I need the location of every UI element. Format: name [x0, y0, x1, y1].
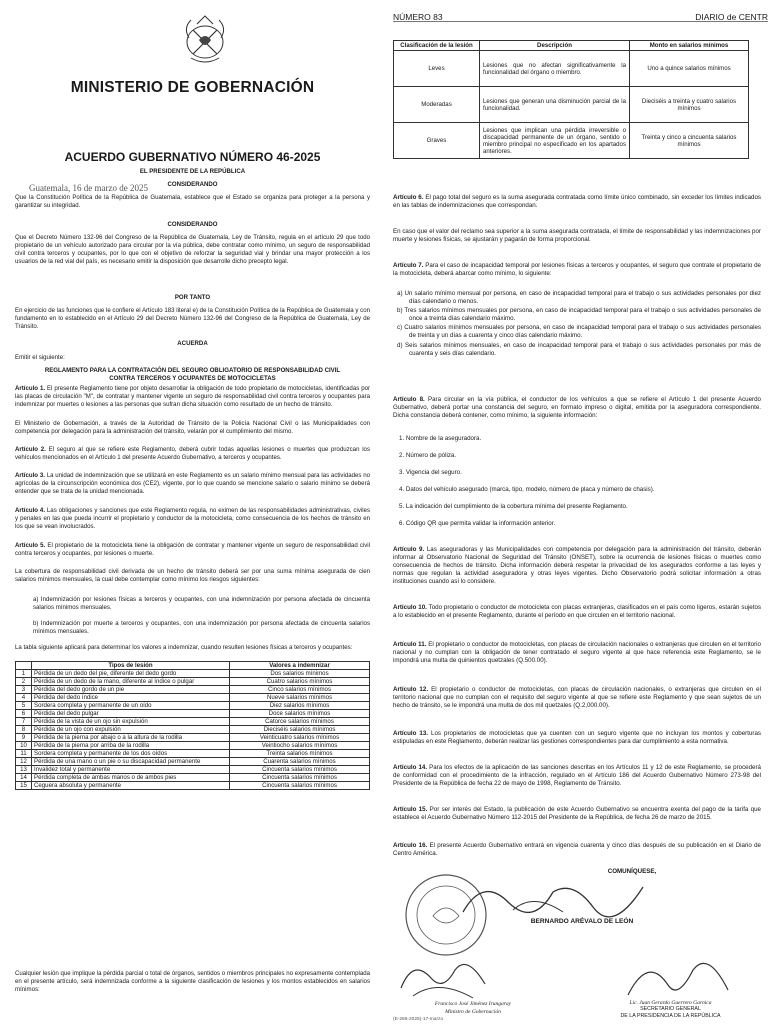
reglamento-title: REGLAMENTO PARA LA CONTRATACIÓN DEL SEGURO OBLIGATORIO DE RESPONSABILIDAD CIVIL CONTRA TERCEROS Y OCUPANTES DE MOTOCICLETAS — [44, 367, 341, 382]
row-number: 11 — [16, 750, 32, 758]
row-number: 7 — [16, 718, 32, 726]
indemnity-value: Doce salarios mínimos — [230, 710, 370, 718]
injury-type: Pérdida del dedo gordo de un pie — [32, 686, 230, 694]
list-item: d) Seis salarios mínimos mensuales, en caso de incapacidad temporal para el trabajo o sus actividades personales por más de cuarenta y seis días calendario. — [397, 341, 761, 357]
minister-title: Ministro de Gobernación — [445, 1009, 501, 1016]
table-row — [16, 726, 370, 734]
minister-signature-icon — [393, 948, 493, 1008]
indemnity-value: Veintiocho salarios mínimos — [230, 742, 370, 750]
injury-type: Pérdida del dedo índice — [32, 694, 230, 702]
article-15: Artículo 15. Por ser interés del Estado, la publicación de este Acuerdo Gubernativo se encuentra exenta del pago de la tarifa que establece el Acuerdo Gubernativo Número 112-2015 del Presidente de la República, de fecha 26 de marzo de 2015. — [393, 806, 761, 822]
amount: Uno a quince salarios mínimos — [630, 51, 749, 87]
list-item: 4. Datos del vehículo asegurado (marca, tipo, modelo, número de placa y número de chasis). — [399, 486, 655, 494]
list-item: 3. Vigencia del seguro. — [399, 469, 462, 477]
row-number: 3 — [16, 686, 32, 694]
secretary-name: Lic. Juan Gerardo Guerrero Garnica — [629, 1000, 712, 1006]
coat-of-arms-icon — [175, 10, 235, 70]
row-number: 8 — [16, 726, 32, 734]
portanto-text: En ejercicio de las funciones que le confiere el Artículo 183 literal e) de la Constitución Política de la República de Guatemala y con fundamento en lo establecido en el Artículo 29 del Decreto Número 132-96 del Congreso de la República de Guatemala, Ley de Tránsito. — [15, 307, 370, 330]
article-11: Artículo 11. El propietario o conductor de motocicletas, con placas de circulación nacionales o extranjeras que circulen en el territorio nacional y no cumplan con la obligación de tener contratado el seguro vigente al que hace referencia este Reglamento, se le impondrá una multa de quinientos quetzales (Q.500.00). — [393, 641, 761, 665]
column-header: Descripción — [480, 41, 630, 51]
ministry-title: MINISTERIO DE GOBERNACIÓN — [70, 79, 315, 96]
row-number: 12 — [16, 758, 32, 766]
column-header: Tipos de lesión — [32, 662, 230, 670]
list-item: 5. La indicación del cumplimiento de la cobertura mínima del presente Reglamento. — [399, 503, 628, 511]
article-5-item: b) Indemnización por muerte a terceros y ocupantes, con una indemnización por persona afectada de cincuenta salarios mínimos mensuales. — [33, 620, 370, 635]
row-number: 6 — [16, 710, 32, 718]
row-number: 9 — [16, 734, 32, 742]
list-item: 1. Nombre de la aseguradora. — [399, 435, 482, 442]
table-header-row — [394, 41, 749, 51]
indemnity-value: Cincuenta salarios mínimos — [230, 774, 370, 782]
article-7: Artículo 7. Para el caso de incapacidad temporal por lesiones físicas a terceros y ocupantes, el seguro que contrate el propietario de la motocicleta, deberá abarcar como mínimo, lo siguiente: — [393, 262, 761, 278]
injury-type: Pérdida de un dedo de la mano, diferente al índice o pulgar — [32, 678, 230, 686]
article-16: Artículo 16. El presente Acuerdo Gubernativo entrará en vigencia cuarenta y cinco días después de su publicación en el Diario de Centro América. — [393, 842, 761, 858]
comuniquese: COMUNÍQUESE, — [607, 868, 657, 875]
row-number: 5 — [16, 702, 32, 710]
injury-type: Pérdida de un ojo con expulsión — [32, 726, 230, 734]
table-header-row — [16, 662, 370, 670]
article-10: Artículo 10. Todo propietario o conductor de motocicleta con placas extranjeras, clasificados en el país como ligeros, estarán sujetos a lo establecido en el presente Reglamento, durante el período en que circulen en el territorio nacional. — [393, 604, 761, 620]
injury-type: Pérdida de la vista de un ojo sin expulsión — [32, 718, 230, 726]
injury-type: Pérdida completa de ambas manos o de ambos pies — [32, 774, 230, 782]
table-row — [16, 718, 370, 726]
description: Lesiones que generan una disminución parcial de la funcionalidad. — [480, 87, 630, 123]
indemnity-value: Catorce salarios mínimos — [230, 718, 370, 726]
injury-type: Invalidez total y permanente — [32, 766, 230, 774]
article-5-item: a) Indemnización por lesiones físicas a terceros y ocupantes, con una indemnización por persona afectada de cincuenta salarios mínimos mensuales. — [33, 596, 370, 611]
row-number: 15 — [16, 782, 32, 790]
president-name: BERNARDO ARÉVALO DE LEÓN — [530, 918, 634, 925]
indemnity-value: Nueve salarios mínimos — [230, 694, 370, 702]
date-line: Guatemala, 16 de marzo de 2025 — [29, 183, 148, 193]
row-number: 1 — [16, 670, 32, 678]
injury-type: Pérdida de la pierna por arriba de la rodilla — [32, 742, 230, 750]
article-2: Artículo 2. El seguro al que se refiere este Reglamento, deberá cubrir todas aquellas lesiones o muertes que produzcan los vehículos mencionados en el Artículo 1 del presente Acuerdo Gubernativo, a terceros y ocupantes. — [15, 446, 370, 461]
table-row — [394, 87, 749, 123]
table-row — [16, 742, 370, 750]
injury-type: Ceguera absoluta y permanente — [32, 782, 230, 790]
secretary-title: DE LA PRESIDENCIA DE LA REPÚBLICA — [620, 1012, 721, 1019]
considerando-heading: CONSIDERANDO — [167, 221, 218, 228]
classification: Moderadas — [394, 87, 480, 123]
table-row — [394, 51, 749, 87]
column-header: Valores a indemnizar — [230, 662, 370, 670]
indemnity-value: Treinta salarios mínimos — [230, 750, 370, 758]
indemnity-value: Cuarenta salarios mínimos — [230, 758, 370, 766]
table-row — [16, 710, 370, 718]
newspaper-name: DIARIO de CENTR — [695, 12, 768, 22]
acuerda-heading: ACUERDA — [177, 340, 208, 347]
injury-table — [15, 661, 370, 790]
column-header: Clasificación de la lesión — [394, 41, 480, 51]
considerando-text: Que la Constitución Política de la República de Guatemala, establece que el Estado se organiza para proteger a la persona y garantizar su integridad. — [15, 194, 370, 209]
closing-paragraph: Cualquier lesión que implique la pérdida parcial o total de órganos, sentidos o miembros principales no expresamente contemplada en el presente artículo, será indemnizada conforme a la siguiente clasificación de lesiones y los montos establecidos en salarios mínimos: — [15, 970, 370, 993]
article-1-paragraph: El Ministerio de Gobernación, a través de la Autoridad de Tránsito de la Policía Nacional Civil o las Municipalidades con competencia por delegación para la administración del tránsito, velarán por el cumplimiento del mismo. — [15, 420, 370, 435]
article-14: Artículo 14. Para los efectos de la aplicación de las sanciones descritas en los Artículos 11 y 12 de este Reglamento, se procederá de conformidad con el procedimiento de la infracción, regulado en el Artículo 186 del Acuerdo Gubernativo Número 273-98 del Presidente de la República de fecha 22 de mayo de 1998, Reglamento de Tránsito. — [393, 764, 761, 788]
table-row — [16, 766, 370, 774]
classification: Graves — [394, 123, 480, 159]
article-5-paragraph: La cobertura de responsabilidad civil derivada de un hecho de tránsito deberá ser por una suma mínima asegurada de cien salarios mínimos mensuales, la cual debe contemplar como mínimo los riesgos siguientes: — [15, 568, 370, 583]
row-number: 14 — [16, 774, 32, 782]
classification: Leves — [394, 51, 480, 87]
table-row — [16, 678, 370, 686]
page-header — [393, 0, 768, 22]
article-8-list — [393, 435, 761, 538]
article-6: Artículo 6. El pago total del seguro es la suma asegurada contratada como límite único combinado, sin exceder los límites indicados en las tablas de indemnizaciones que correspondan. — [393, 194, 761, 210]
table-row — [16, 686, 370, 694]
indemnity-value: Cincuenta salarios mínimos — [230, 782, 370, 790]
indemnity-value: Dieciséis salarios mínimos — [230, 726, 370, 734]
injury-type: Pérdida de un dedo del pie, diferente del dedo gordo — [32, 670, 230, 678]
table-row — [16, 694, 370, 702]
list-item: 2. Número de póliza. — [399, 452, 457, 460]
table-row — [16, 750, 370, 758]
table-row — [16, 670, 370, 678]
list-item: 6. Código QR que permita validar la información anterior. — [399, 520, 556, 528]
indemnity-value: Veinticuatro salarios mínimos — [230, 734, 370, 742]
secretary-title: SECRETARIO GENERAL — [640, 1006, 701, 1013]
row-number: 2 — [16, 678, 32, 686]
table-row — [16, 758, 370, 766]
footer-code: (E-266-2025)-17-marzo — [393, 1017, 444, 1022]
indemnity-value: Cincuenta salarios mínimos — [230, 766, 370, 774]
article-12: Artículo 12. El propietario o conductor de motocicletas, con placas de circulación nacionales, o extranjeras que circulen en el territorio nacional que no cumplan con el requisito del seguro vigente al que se refiere este Reglamento y que sean sujetos de un hecho de tránsito, se le impondrá una multa de dos mil quetzales (Q.2,000.00). — [393, 686, 761, 710]
indemnity-value: Dos salarios mínimos — [230, 670, 370, 678]
indemnity-value: Diez salarios mínimos — [230, 702, 370, 710]
list-item: b) Tres salarios mínimos mensuales por persona, en caso de incapacidad temporal para el trabajo o sus actividades personales de once a treinta días calendario máximo. — [397, 307, 761, 323]
injury-type: Sordera completa y permanente de un oído — [32, 702, 230, 710]
classification-table — [393, 40, 749, 159]
table-row — [16, 734, 370, 742]
considerando-text: Que el Decreto Número 132-96 del Congreso de la República de Guatemala, Ley de Tránsito, regula en el artículo 29 que todo propietario de un vehículo autorizado para circular por la vía pública, debe contratar como mínimo, un seguro de responsabilidad civil contra terceros y ocupantes, por lo que con el objetivo de reforzar la seguridad vial y brindar una mayor protección a los usuarios de la red vial del país, es necesario emitir la disposición que desarrolle dicho precepto legal. — [15, 234, 370, 265]
article-5: Artículo 5. El propietario de la motocicleta tiene la obligación de contratar y mantener vigente un seguro de responsabilidad civil contra terceros y ocupantes, por lesiones o muerte. — [15, 542, 370, 557]
table-row — [394, 123, 749, 159]
injury-type: Pérdida de una mano o un pie o su discapacidad permanente — [32, 758, 230, 766]
row-number: 13 — [16, 766, 32, 774]
table-row — [16, 774, 370, 782]
list-item: c) Cuatro salarios mínimos mensuales por persona, en caso de incapacidad temporal para el trabajo o sus actividades personales de treinta y un días a cuarenta y cinco días calendario máximo. — [397, 324, 761, 340]
row-number: 10 — [16, 742, 32, 750]
article-4: Artículo 4. Las obligaciones y sanciones que este Reglamento regula, no eximen de las responsabilidades administrativas, civiles y penales en las que pueda incurrir el propietario y conductor de la motocicleta, como consecuencia de los hechos de tránsito en los que se vean involucrados. — [15, 507, 371, 530]
minister-name: Francisco José Jiménez Irungaray — [434, 1001, 512, 1007]
list-item: a) Un salario mínimo mensual por persona, en caso de incapacidad temporal para el trabajo o sus actividades personales por diez días calendario o menos. — [397, 290, 761, 306]
article-7-list — [393, 290, 761, 359]
column-header: Monto en salarios mínimos — [630, 41, 749, 51]
row-number: 4 — [16, 694, 32, 702]
president-heading: EL PRESIDENTE DE LA REPÚBLICA — [139, 168, 246, 175]
article-6-paragraph: En caso que el valor del reclamo sea superior a la suma asegurada contratada, el límite de responsabilidad y las indemnizaciones por muerte y lesiones físicas, se ajustarán y pagarán de forma proporcional. — [393, 228, 761, 244]
indemnity-value: Cuatro salarios mínimos — [230, 678, 370, 686]
table-row — [16, 702, 370, 710]
acuerdo-title: ACUERDO GUBERNATIVO NÚMERO 46-2025 — [64, 150, 321, 164]
considerando-heading: CONSIDERANDO — [167, 181, 218, 188]
portanto-heading: POR TANTO — [174, 294, 211, 301]
table-row — [16, 782, 370, 790]
issue-number: NÚMERO 83 — [393, 12, 443, 22]
article-13: Artículo 13. Los propietarios de motocicletas que ya cuenten con un seguro vigente que no incluyan los montos y coberturas estipuladas en este Reglamento, deberán realizar las gestiones correspondientes para dar cumplimiento a esta normativa. — [393, 730, 761, 746]
president-signature-icon — [453, 872, 653, 922]
description: Lesiones que no afectan significativamente la funcionalidad del órgano o miembro. — [480, 51, 630, 87]
injury-type: Pérdida de la pierna por abajo o a la altura de la rodilla — [32, 734, 230, 742]
description: Lesiones que implican una pérdida irreversible o discapacidad permanente de un órgano, sentido o miembro principal no especificado en los apartados anteriores. — [480, 123, 630, 159]
amount: Treinta y cinco a cincuenta salarios mínimos — [630, 123, 749, 159]
injury-type: Sordera completa y permanente de los dos oídos — [32, 750, 230, 758]
emitir-text: Emitir el siguiente: — [15, 354, 65, 361]
amount: Dieciséis a treinta y cuatro salarios mínimos — [630, 87, 749, 123]
injury-type: Pérdida del dedo pulgar — [32, 710, 230, 718]
article-1: Artículo 1. El presente Reglamento tiene por objeto desarrollar la obligación de todo propietario de motocicletas, identificadas por las placas de circulación "M", de contratar y mantener vigente un seguro de responsabilidad civil contra terceros y ocupantes para indemnizar por muertes o lesiones a las personas que sufran dicha situación como resultado de un hecho de tránsito. — [15, 385, 371, 408]
table-intro: La tabla siguiente aplicará para determinar los valores a indemnizar, cuando resulten lesiones físicas a terceros y ocupantes: — [15, 644, 353, 651]
article-3: Artículo 3. La unidad de indemnización que se utilizará en este Reglamento es un salario mínimo mensual para las actividades no agrícolas de la circunscripción económica dos (CE2), vigente, por lo que cuando se mencione salario o salario mínimo se deberá entender que se trata de la unidad mencionada. — [15, 472, 370, 495]
article-9: Artículo 9. Las aseguradoras y las Municipalidades con competencia por delegación para la administración del tránsito, deberán informar al Observatorio Nacional de Seguridad del Tránsito (ONSET), sobre la ocurrencia de lesiones físicas o muertes como consecuencia de hechos de tránsito. Dicha información deberá respetar la privacidad de los asegurados conforme a las leyes y normas que regulan la actividad aseguradora y otras leyes vigentes. Dicho Observatorio podrá solicitar información a otras instituciones cuando así lo considere. — [393, 546, 761, 586]
indemnity-value: Cinco salarios mínimos — [230, 686, 370, 694]
article-8: Artículo 8. Para circular en la vía pública, el conductor de los vehículos a que se refiere el Artículo 1 del presente Acuerdo Gubernativo, deberá portar una constancia del seguro, en formato impreso o digital, emitida por la aseguradora correspondiente. Dicha constancia deberá contener, como mínimo, la siguiente información: — [393, 396, 761, 420]
